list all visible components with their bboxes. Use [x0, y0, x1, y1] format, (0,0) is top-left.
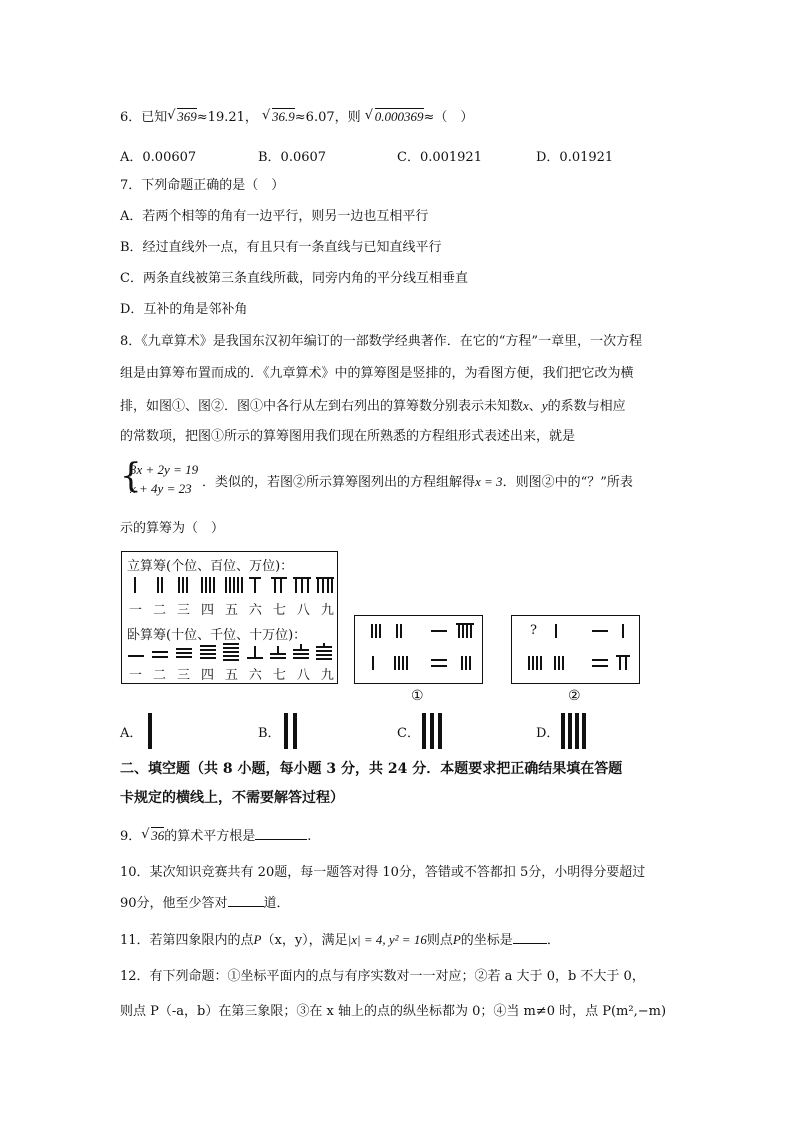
- horizontal-rods-title: 卧算筹(十位、千位、十万位)：: [127, 628, 307, 643]
- numerals-row-1: 一 二 三 四 五 六 七 八 九: [129, 603, 334, 618]
- horizontal-rods-row: [122, 642, 336, 664]
- equation-2: x + 4y = 23: [130, 481, 192, 496]
- figure-1-label: ①: [411, 688, 424, 704]
- q12-line2: 则点 P（-a，b）在第三象限；③在 x 轴上的点的纵坐标都为 0；④当 m≠0 时，点 P(m²,−m): [120, 1004, 667, 1019]
- figure-1-box: [354, 615, 483, 684]
- q8-option-a-rods: [146, 713, 154, 749]
- brace-symbol: {: [120, 456, 142, 496]
- q10-line1: 10．某次知识竞赛共有 20题，每一题答对得 10分，答错或不答都扣 5分，小明得分要超过: [120, 865, 646, 880]
- figure-1-rods: [355, 616, 481, 682]
- q11-answer-blank[interactable]: [513, 931, 547, 944]
- q9-answer-blank[interactable]: [255, 827, 307, 840]
- q8-line3: 排，如图①、图②．图①中各行从左到右列出的算筹数分别表示未知数x、y的系数与相应: [120, 398, 626, 414]
- q9-stem: 9．√ 36的算术平方根是 .: [120, 827, 311, 846]
- q6-option-b: B．0.0607: [258, 150, 327, 165]
- sqrt-36: √ 36: [141, 827, 164, 846]
- q12-line1: 12．有下列命题：①坐标平面内的点与有序实数对一一对应；②若 a 大于 0，b 不大于 0，: [120, 969, 645, 984]
- q10-answer-blank[interactable]: [228, 894, 264, 907]
- q6-option-d: D．0.01921: [536, 150, 614, 165]
- q8-option-b-rods: [284, 713, 298, 749]
- q8-option-d-rods: [561, 713, 587, 749]
- q7-stem: 7．下列命题正确的是（ ）: [120, 178, 285, 193]
- equation-1: 3x + 2y = 19: [130, 462, 199, 477]
- figure-2-unknown: ?: [530, 623, 537, 638]
- q8-option-b-label: B．: [258, 726, 281, 741]
- figure-2-rods: [512, 616, 638, 682]
- section-2-heading-line1: 二、填空题（共 8 小题，每小题 3 分，共 24 分．本题要求把正确结果填在答题: [120, 761, 623, 777]
- q10-line2: 90分，他至少答对 道．: [120, 896, 290, 911]
- section-2-heading-line2: 卡规定的横线上，不需要解答过程）: [120, 790, 344, 806]
- vertical-rods-row: [122, 574, 336, 596]
- figure-2-box: [511, 615, 640, 684]
- q8-option-d-label: D．: [536, 726, 560, 741]
- q8-option-c-rods: [422, 713, 442, 749]
- counting-rod-legend: [121, 551, 338, 684]
- q8-line2: 组是由算筹布置而成的．《九章算术》中的算筹图是竖排的，为看图方便，我们把它改为横: [120, 366, 634, 381]
- q8-line1: 8．《九章算术》是我国东汉初年编订的一部数学经典著作．在它的“方程”一章里，一次方程: [120, 334, 643, 349]
- sqrt-36-9: √ 36.9: [262, 108, 295, 127]
- q8-line6: 示的算筹为（ ）: [120, 521, 225, 536]
- q6-option-a: A．0.00607: [120, 150, 197, 165]
- q6-option-c: C．0.001921: [397, 150, 482, 165]
- numerals-row-2: 一 二 三 四 五 六 七 八 九: [129, 668, 334, 683]
- sqrt-369: √ 369: [167, 108, 197, 127]
- q8-option-c-label: C．: [397, 726, 420, 741]
- figure-2-label: ②: [568, 688, 581, 704]
- q8-option-a-label: A．: [120, 726, 143, 741]
- q7-option-b: B．经过直线外一点，有且只有一条直线与已知直线平行: [120, 240, 442, 255]
- q8-line5: ．类似的，若图②所示算筹图列出的方程组解得x = 3．则图②中的“？”所表: [202, 474, 633, 490]
- vertical-rods-title: 立算筹(个位、百位、万位)：: [127, 559, 294, 574]
- q6-stem: 6．已知√ 369≈19.21， √ 36.9≈6.07，则 √ 0.000369≈（ ）: [120, 108, 473, 127]
- equation-system: [120, 456, 210, 498]
- q8-line4: 的常数项，把图①所示的算筹图用我们现在所熟悉的方程组形式表述出来，就是: [120, 429, 576, 444]
- sqrt-0-000369: √ 0.000369: [365, 108, 424, 127]
- q7-option-d: D．互补的角是邻补角: [120, 302, 248, 317]
- q7-option-a: A．若两个相等的角有一边平行，则另一边也互相平行: [120, 209, 429, 224]
- q7-option-c: C．两条直线被第三条直线所截，同旁内角的平分线互相垂直: [120, 271, 468, 286]
- q11-stem: 11．若第四象限内的点P（x，y），满足|x| = 4, y² = 16则点P的坐标是 ．: [120, 932, 560, 948]
